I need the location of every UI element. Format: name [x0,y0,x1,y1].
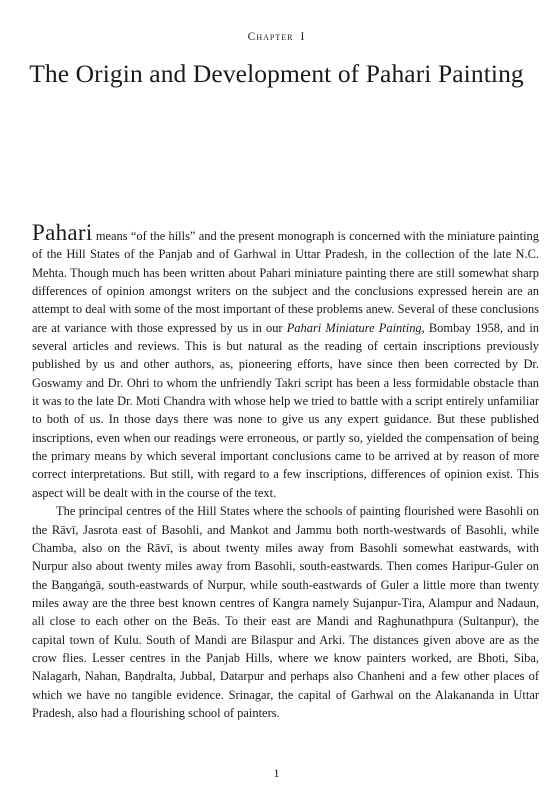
paragraph-1-part-2: , Bombay 1958, and in several articles and reviews. This is but natural as the reading of certain inscriptions previously published by us and other authors, as, pioneering efforts, have since then been corrected by Dr. Goswamy and Dr. Ohri to whom the unfriendly Takri script has been a less formidable obstacle than it was to the late Dr. Moti Chandra with whose help we tried to battle with a script entirely unfamiliar to both of us. In those days there was none to give us any expert guidance. But these published inscriptions, even when our readings were erroneous, or partly so, yielded the compensation of being the primary means by which several important conclusions came to be arrived at by reason of more correct interpretations. But still, with regard to a few inscriptions, differences of opinion exist. This aspect will be dealt with in the course of the text. [32,320,540,500]
chapter-title: The Origin and Development of Pahari Painting [29,59,524,88]
body-text [32,220,540,722]
paragraph-1 [32,220,540,502]
paragraph-2: The principal centres of the Hill States where the schools of painting flourished were Basohli on the Rāvī, Jasrota east of Basohli, and Mankot and Jammu both north-westwards of Basohli, while Chamba, also on the Rāvī, is about twenty miles away from Basohli somewhat eastwards, with Nurpur also about twenty miles away from Basohli, south-eastwards. Then comes Haripur-Guler on the Baṇgaṅgā, south-eastwards of Nurpur, while south-eastwards of Guler a little more than twenty miles away are the three best known centres of Kangra namely Sujanpur-Tira, Alampur and Nadaun, all close to each other on the Beās. To their east are Mandi and Raghunathpura (Sultanpur), the capital town of Kulu. South of Mandi are Bilaspur and Arki. The distances given above are as the crow flies. Lesser centres in the Panjab Hills, where we know painters worked, are Bhoti, Siba, Nalagarh, Nahan, Baṇdralta, Jubbal, Datarpur and perhaps also Chanheni and a few other places of which we have no tangible evidence. Srinagar, the capital of Garhwal on the Alakananda in Uttar Pradesh, also had a flourishing school of painters. [32,504,539,720]
chapter-number: I [300,31,306,43]
paragraph-1-part-1: means “of the hills” and the present monograph is concerned with the miniature painting of the Hill States of the Panjab and of Garhwal in Uttar Pradesh, in the collection of the late N.C. Mehta. Though much has been written about Pahari miniature painting there are still somewhat sharp differences of opinion amongst writers on the subject and the conclusions expressed herein are an attempt to deal with some of the most important of these problems anew. Several of these conclusions are at variance with those expressed by us in our [32,229,539,335]
chapter-heading [0,31,553,43]
lead-word: Pahari [32,220,93,245]
chapter-label: Chapter [247,31,294,43]
book-title-italic: Pahari Miniature Painting [286,320,422,335]
page-number: 1 [273,766,280,780]
